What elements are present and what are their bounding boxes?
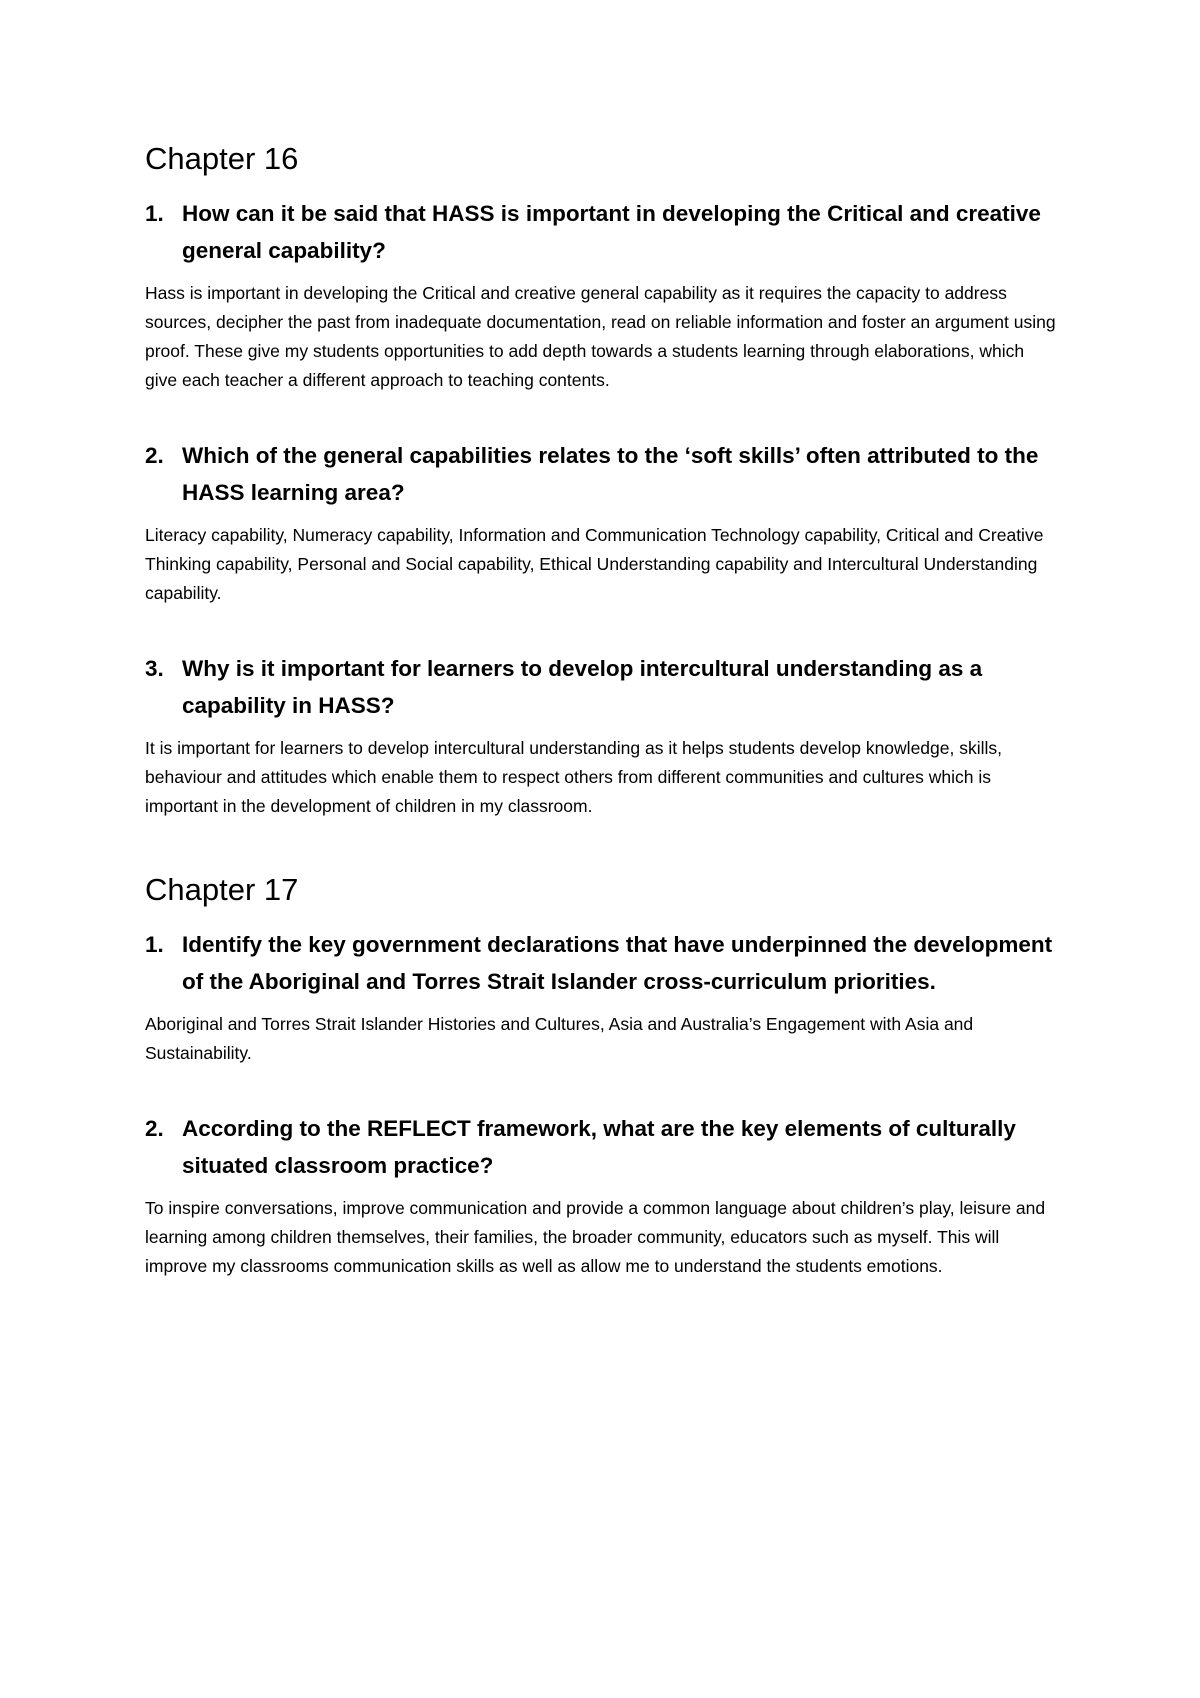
chapter-16-answer-3: It is important for learners to develop intercultural understanding as it helps students develop knowledge, skills, behaviour and attitudes which enable them to respect others from different communities and cultures which is important in the development of children in my classroom.	[145, 738, 1002, 817]
chapter-17-section	[145, 871, 1060, 1281]
question-number: 2.	[145, 443, 164, 469]
document-page	[145, 140, 1060, 1323]
chapter-17-answer-2: To inspire conversations, improve communication and provide a common language about children’s play, leisure and learning among children themselves, their families, the broader community, educators such as myself. This will improve my classrooms communication skills as well as allow me to understand the students emotions.	[145, 1198, 1046, 1277]
chapter-16-heading: Chapter 16	[145, 141, 299, 176]
question-number: 1.	[145, 201, 164, 227]
chapter-16-question-2	[145, 437, 1060, 511]
chapter-16-answer-2: Literacy capability, Numeracy capability, Information and Communication Technology capability, Critical and Creative Thinking capability, Personal and Social capability, Ethical Understanding capability and Intercultural Understanding capability.	[145, 525, 1044, 604]
chapter-16-section	[145, 140, 1060, 821]
chapter-17-question-1	[145, 926, 1060, 1000]
question-text: According to the REFLECT framework, what are the key elements of culturally situated classroom practice?	[182, 1116, 1016, 1179]
question-text: How can it be said that HASS is important in developing the Critical and creative general capability?	[182, 201, 1041, 264]
question-number: 2.	[145, 1116, 164, 1142]
question-text: Which of the general capabilities relates to the ‘soft skills’ often attributed to the HASS learning area?	[182, 443, 1039, 506]
question-text: Why is it important for learners to develop intercultural understanding as a capability in HASS?	[182, 656, 983, 719]
question-number: 3.	[145, 656, 164, 682]
question-text: Identify the key government declarations that have underpinned the development of the Aboriginal and Torres Strait Islander cross-curriculum priorities.	[182, 932, 1053, 995]
chapter-16-question-1	[145, 195, 1060, 269]
chapter-17-heading: Chapter 17	[145, 872, 299, 908]
question-number: 1.	[145, 932, 164, 958]
chapter-17-answer-1: Aboriginal and Torres Strait Islander Histories and Cultures, Asia and Australia’s Engagement with Asia and Sustainability.	[145, 1014, 974, 1064]
chapter-16-answer-1: Hass is important in developing the Critical and creative general capability as it requires the capacity to address sources, decipher the past from inadequate documentation, read on reliable information and foster an argument using proof. These give my students opportunities to add depth towards a students learning through elaborations, which give each teacher a different approach to teaching contents.	[145, 283, 1056, 391]
chapter-16-question-3	[145, 650, 1060, 724]
chapter-17-question-2	[145, 1110, 1060, 1184]
